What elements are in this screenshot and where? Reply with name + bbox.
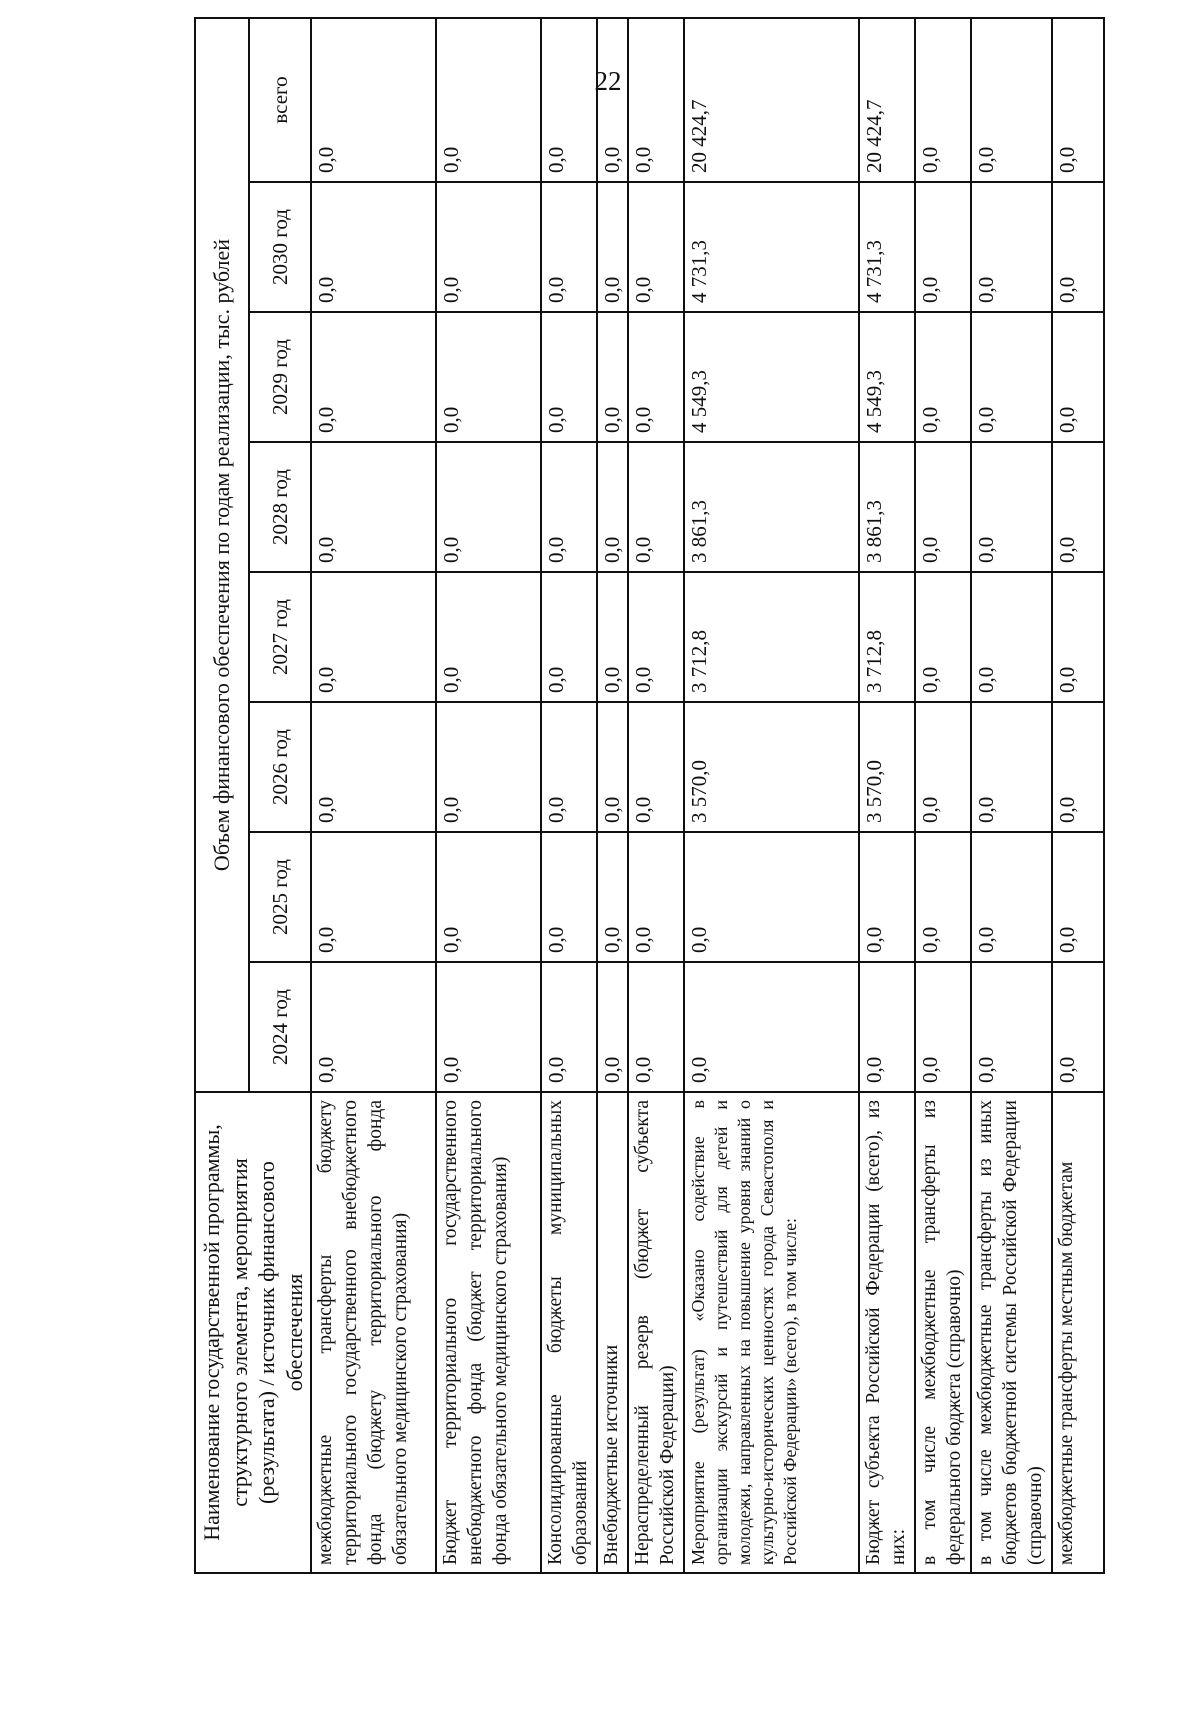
row-value-cell: 0,0 [971,312,1052,442]
row-name-cell: в том числе межбюджетные трансферты из иных бюджетов бюджетной системы Российской Федерации (справочно) [971,1092,1052,1573]
row-value-cell: 4 549,3 [684,312,859,442]
row-value-cell: 0,0 [971,442,1052,572]
row-value-cell: 0,0 [311,572,436,702]
row-value-cell: 0,0 [541,442,597,572]
row-name-cell: Мероприятие (результат) «Оказано содействие в организации экскурсий и путешествий для детей и молодежи, направленных на повышение уровня знаний о культурно-исторических ценностях города Севастополя и Российской Федерации» (всего), в том числе: [684,1092,859,1573]
table-row [859,18,915,1573]
row-value-cell: 0,0 [859,832,915,962]
row-value-cell: 0,0 [628,312,684,442]
row-value-cell: 0,0 [628,442,684,572]
row-value-cell: 0,0 [971,962,1052,1092]
year-header-2025: 2025 год [249,832,311,962]
year-header-2030: 2030 год [249,182,311,312]
row-value-cell: 0,0 [436,182,541,312]
row-value-cell: 0,0 [597,962,628,1092]
row-total-cell: 0,0 [541,18,597,182]
row-value-cell: 0,0 [628,572,684,702]
row-value-cell: 0,0 [436,442,541,572]
row-value-cell: 0,0 [597,572,628,702]
row-value-cell: 0,0 [436,572,541,702]
row-value-cell: 0,0 [311,832,436,962]
volume-header: Объем финансового обеспечения по годам реализации, тыс. рублей [195,18,249,1092]
row-total-cell: 0,0 [915,18,971,182]
table-row [1052,18,1104,1573]
row-value-cell: 0,0 [1052,442,1104,572]
row-value-cell: 0,0 [311,312,436,442]
row-value-cell: 0,0 [597,702,628,832]
row-value-cell: 0,0 [971,832,1052,962]
row-value-cell: 0,0 [541,702,597,832]
name-column-header: Наименование государственной программы, структурного элемента, мероприятия (результата) / источник финансового обеспечения [195,1092,311,1573]
row-value-cell: 3 570,0 [859,702,915,832]
row-value-cell: 0,0 [915,832,971,962]
row-value-cell: 4 731,3 [684,182,859,312]
row-value-cell: 4 731,3 [859,182,915,312]
row-value-cell: 3 861,3 [684,442,859,572]
row-total-cell: 0,0 [971,18,1052,182]
row-value-cell: 0,0 [859,962,915,1092]
table-row [915,18,971,1573]
row-value-cell: 0,0 [971,702,1052,832]
table-row [541,18,597,1573]
row-value-cell: 0,0 [436,832,541,962]
total-header: всего [249,18,311,182]
table-row [628,18,684,1573]
row-value-cell: 0,0 [1052,832,1104,962]
table-row [436,18,541,1573]
row-value-cell: 0,0 [541,962,597,1092]
row-total-cell: 0,0 [311,18,436,182]
row-name-cell: в том числе межбюджетные трансферты из федерального бюджета (справочно) [915,1092,971,1573]
row-value-cell: 0,0 [311,962,436,1092]
row-value-cell: 0,0 [971,182,1052,312]
row-total-cell: 0,0 [597,18,628,182]
year-header-2029: 2029 год [249,312,311,442]
row-name-cell: межбюджетные трансферты местным бюджетам [1052,1092,1104,1573]
row-total-cell: 0,0 [628,18,684,182]
row-value-cell: 3 712,8 [859,572,915,702]
row-value-cell: 0,0 [541,572,597,702]
row-value-cell: 0,0 [1052,572,1104,702]
row-value-cell: 0,0 [1052,182,1104,312]
row-total-cell: 20 424,7 [859,18,915,182]
row-value-cell: 0,0 [541,182,597,312]
row-value-cell: 0,0 [597,442,628,572]
row-name-cell: межбюджетные трансферты бюджету территориального государственного внебюджетного фонда (бюджету территориального фонда обязательного медицинского страхования) [311,1092,436,1573]
year-header-2024: 2024 год [249,962,311,1092]
year-header-2028: 2028 год [249,442,311,572]
row-value-cell: 0,0 [311,442,436,572]
row-value-cell: 0,0 [915,962,971,1092]
row-value-cell: 0,0 [436,962,541,1092]
table-body [311,18,1104,1573]
row-value-cell: 0,0 [915,442,971,572]
row-value-cell: 3 861,3 [859,442,915,572]
row-name-cell: Бюджет субъекта Российской Федерации (всего), из них: [859,1092,915,1573]
row-value-cell: 4 549,3 [859,312,915,442]
table-row [597,18,628,1573]
row-value-cell: 0,0 [915,572,971,702]
row-value-cell: 0,0 [597,182,628,312]
table-row [971,18,1052,1573]
row-value-cell: 0,0 [915,312,971,442]
row-name-cell: Внебюджетные источники [597,1092,628,1573]
row-value-cell: 3 712,8 [684,572,859,702]
table-row [311,18,436,1573]
row-value-cell: 0,0 [597,312,628,442]
row-value-cell: 0,0 [684,962,859,1092]
page-number: 22 [594,66,622,96]
row-name-cell: Бюджет территориального государственного внебюджетного фонда (бюджет территориального фонда обязательного медицинского страхования) [436,1092,541,1573]
row-value-cell: 0,0 [915,182,971,312]
row-value-cell: 0,0 [597,832,628,962]
row-value-cell: 0,0 [628,832,684,962]
year-header-2026: 2026 год [249,702,311,832]
table-row [684,18,859,1573]
row-value-cell: 0,0 [684,832,859,962]
row-value-cell: 0,0 [436,312,541,442]
row-value-cell: 0,0 [915,702,971,832]
row-value-cell: 0,0 [436,702,541,832]
row-value-cell: 0,0 [541,312,597,442]
row-total-cell: 0,0 [436,18,541,182]
row-value-cell: 0,0 [1052,312,1104,442]
row-value-cell: 0,0 [1052,702,1104,832]
financing-table [194,17,1105,1574]
row-total-cell: 0,0 [1052,18,1104,182]
row-value-cell: 0,0 [311,182,436,312]
year-header-2027: 2027 год [249,572,311,702]
row-total-cell: 20 424,7 [684,18,859,182]
row-value-cell: 0,0 [628,962,684,1092]
row-value-cell: 0,0 [541,832,597,962]
row-value-cell: 0,0 [1052,962,1104,1092]
row-value-cell: 3 570,0 [684,702,859,832]
row-name-cell: Нераспределенный резерв (бюджет субъекта Российской Федерации) [628,1092,684,1573]
row-value-cell: 0,0 [628,702,684,832]
row-value-cell: 0,0 [311,702,436,832]
row-name-cell: Консолидированные бюджеты муниципальных образований [541,1092,597,1573]
row-value-cell: 0,0 [971,572,1052,702]
row-value-cell: 0,0 [628,182,684,312]
